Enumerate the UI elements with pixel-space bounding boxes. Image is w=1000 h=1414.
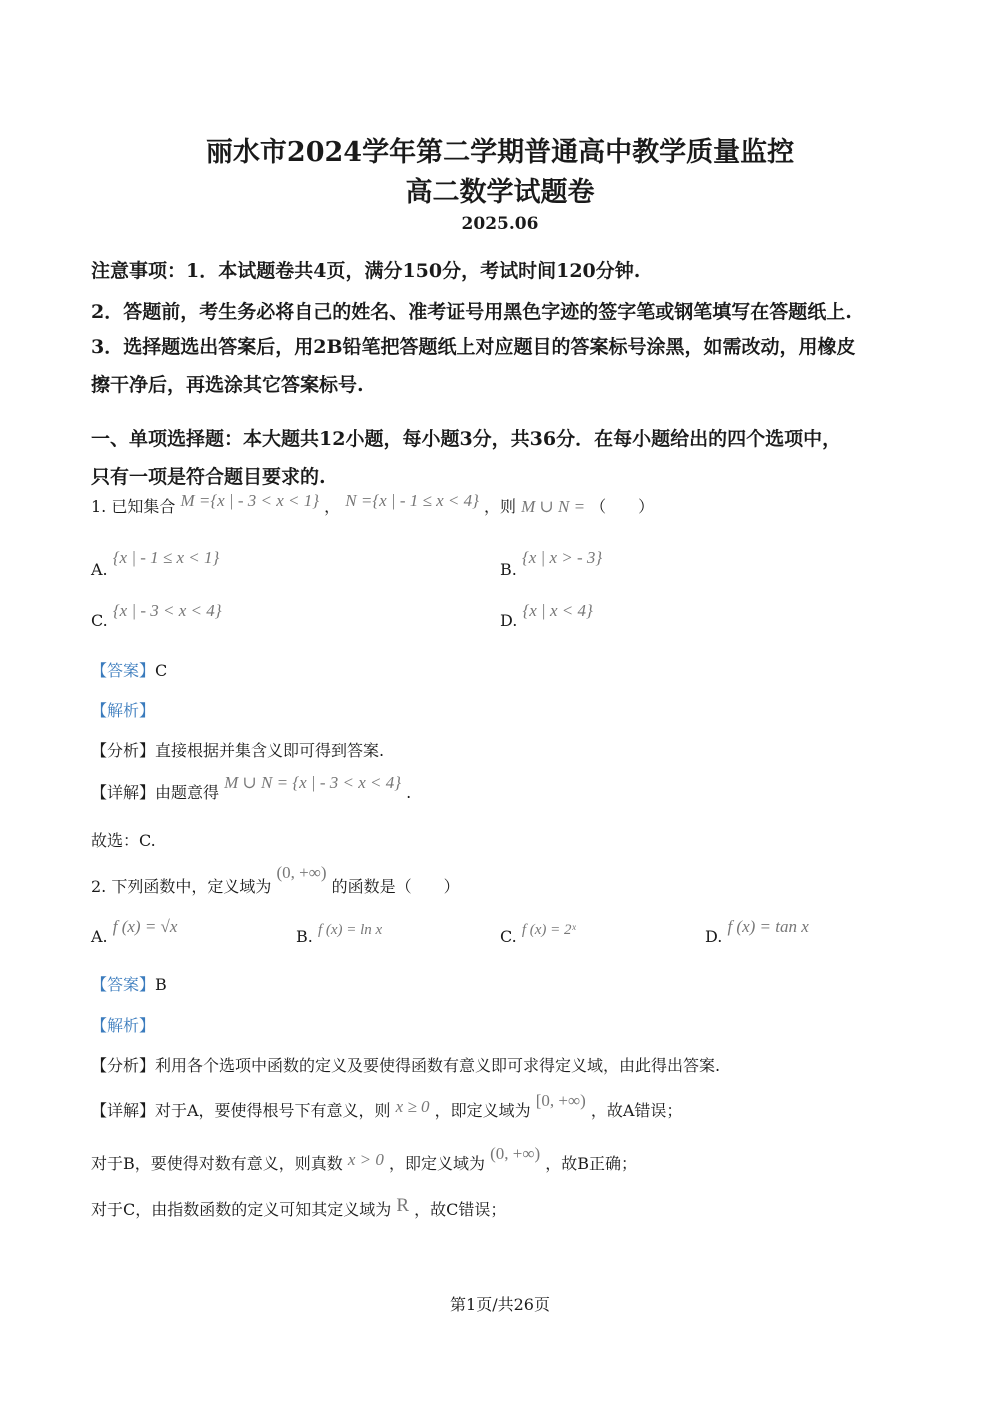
option-label: A.	[91, 927, 108, 946]
question-2-prefix: 2. 下列函数中，定义域为	[91, 877, 272, 896]
detail-domain: [0, +∞)	[535, 1091, 586, 1110]
option-value: f (x) = ln x	[317, 922, 383, 938]
option-value: f (x) = tan x	[727, 917, 809, 936]
option-label: B.	[500, 560, 517, 579]
detail-condition: x ≥ 0	[395, 1097, 430, 1116]
section-heading-line2: 只有一项是符合题目要求的.	[91, 466, 326, 488]
question-2-stem	[91, 863, 460, 897]
option-value: {x | - 1 ≤ x < 1}	[112, 548, 220, 567]
q1-option-d	[500, 601, 593, 631]
detail-domain: (0, +∞)	[490, 1144, 541, 1163]
exam-title-line1: 丽水市2024学年第二学期普通高中教学质量监控	[205, 137, 795, 168]
q2-detail-b	[91, 1144, 637, 1174]
q1-option-a	[91, 548, 220, 580]
option-value: {x | - 3 < x < 4}	[112, 601, 222, 620]
q1-option-c	[91, 601, 222, 631]
notes-line-2: 2．答题前，考生务必将自己的姓名、准考证号用黑色字迹的签字笔或钢笔填写在答题纸上.	[91, 301, 852, 323]
q2-option-a	[91, 917, 178, 947]
exam-title-line2: 高二数学试题卷	[405, 177, 595, 208]
detail-math: M ∪ N = {x | - 3 < x < 4}	[224, 773, 402, 792]
q2-detail-a	[91, 1091, 683, 1121]
notes-line-1: 注意事项：1．本试题卷共4页，满分150分，考试时间120分钟.	[91, 260, 641, 282]
q1-analysis: 【分析】直接根据并集含义即可得到答案.	[91, 741, 385, 760]
detail-end: ，故A错误；	[590, 1101, 683, 1120]
q1-answer	[91, 658, 167, 681]
detail-condition: x > 0	[347, 1150, 384, 1169]
comma: ，	[324, 497, 341, 516]
option-label: D.	[500, 611, 518, 630]
page-number: 第1页/共26页	[450, 1295, 550, 1314]
set-n: N ={x | - 1 ≤ x < 4}	[345, 491, 479, 510]
question-1-stem	[91, 491, 655, 517]
notes-line-3b: 擦干净后，再选涂其它答案标号.	[91, 374, 364, 396]
answer-tag: 【答案】	[91, 661, 156, 680]
question-1-prefix: 1. 已知集合	[91, 497, 176, 516]
detail-prefix: 对于B，要使得对数有意义，则真数	[91, 1154, 343, 1173]
q1-jiexi-tag: 【解析】	[91, 701, 156, 720]
domain-math: (0, +∞)	[276, 863, 327, 882]
option-label: A.	[91, 560, 108, 579]
q2-option-c	[500, 922, 576, 947]
q2-jiexi-tag: 【解析】	[91, 1016, 156, 1035]
answer-paren: （ ）	[590, 497, 655, 516]
detail-end: ，故C错误；	[414, 1200, 507, 1219]
option-value: {x | x < 4}	[522, 601, 593, 620]
detail-prefix: 对于C，由指数函数的定义可知其定义域为	[91, 1200, 392, 1219]
detail-domain: R	[396, 1195, 410, 1216]
q2-answer	[91, 972, 167, 995]
section-heading-line1: 一、单项选择题：本大题共12小题，每小题3分，共36分．在每小题给出的四个选项中，	[91, 428, 842, 450]
detail-end: .	[406, 783, 412, 802]
option-label: C.	[500, 927, 517, 946]
detail-prefix: 【详解】对于A，要使得根号下有意义，则	[91, 1101, 391, 1120]
q2-option-b	[296, 922, 383, 947]
q1-choose: 故选：C.	[91, 831, 156, 850]
option-value: f (x) = 2ˣ	[521, 922, 576, 938]
answer-value: B	[155, 975, 167, 994]
notes-line-3a: 3．选择题选出答案后，用2B铅笔把答题纸上对应题目的答案标号涂黑，如需改动，用橡皮	[91, 336, 856, 358]
option-label: C.	[91, 611, 108, 630]
option-label: D.	[705, 927, 723, 946]
q2-analysis: 【分析】利用各个选项中函数的定义及要使得函数有意义即可求得定义域，由此得出答案.	[91, 1056, 721, 1075]
union-expression: M ∪ N =	[521, 497, 586, 516]
q1-detail	[91, 773, 412, 803]
option-label: B.	[296, 927, 313, 946]
answer-value: C	[155, 661, 168, 680]
q2-option-d	[705, 917, 809, 947]
option-value: {x | x > - 3}	[521, 548, 603, 567]
option-value: f (x) = √x	[112, 917, 178, 936]
detail-end: ，故B正确；	[545, 1154, 637, 1173]
q2-detail-c	[91, 1197, 506, 1221]
set-m: M ={x | - 3 < x < 1}	[180, 491, 320, 510]
detail-mid: ，即定义域为	[388, 1154, 485, 1173]
answer-tag: 【答案】	[91, 975, 156, 994]
exam-date: 2025.06	[461, 214, 539, 234]
then-text: ，则	[484, 497, 517, 516]
question-2-suffix: 的函数是（ ）	[331, 877, 460, 896]
q1-option-b	[500, 548, 603, 580]
detail-mid: ，即定义域为	[434, 1101, 531, 1120]
detail-prefix: 【详解】由题意得	[91, 783, 220, 802]
